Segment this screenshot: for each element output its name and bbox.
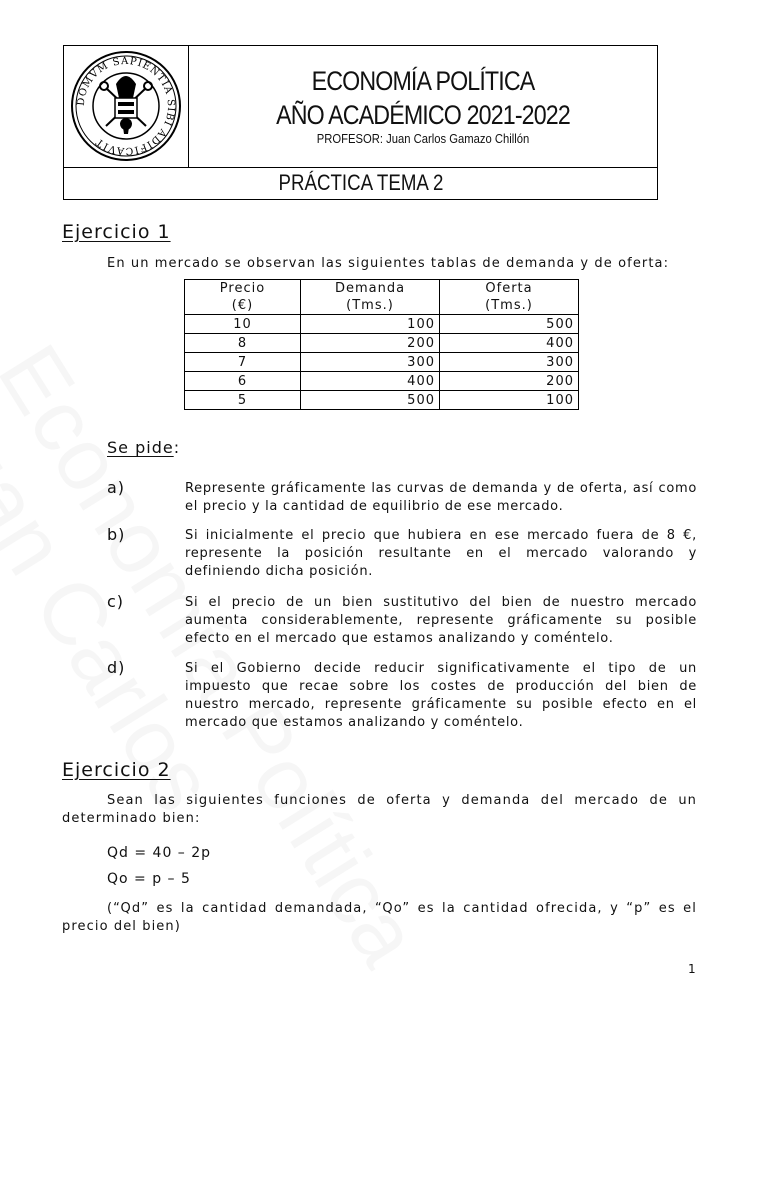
demand-cell: 500 — [301, 391, 440, 410]
supply-cell: 500 — [440, 315, 579, 334]
price-cell: 10 — [185, 315, 301, 334]
table-row — [185, 372, 579, 391]
price-cell: 8 — [185, 334, 301, 353]
table-row — [185, 334, 579, 353]
professor-name: PROFESOR: Juan Carlos Gamazo Chillón — [316, 132, 530, 146]
demand-equation: Qd = 40 – 2p — [107, 845, 212, 861]
university-seal-icon — [70, 50, 182, 162]
price-cell: 7 — [185, 353, 301, 372]
exercise-1-heading: Ejercicio 1 — [62, 221, 171, 243]
item-letter-b: b) — [107, 525, 126, 544]
header-box — [63, 45, 658, 200]
table-header-cell: Demanda (Tms.) — [301, 280, 440, 315]
seal-cell — [64, 46, 189, 167]
supply-cell: 400 — [440, 334, 579, 353]
academic-year: AÑO ACADÉMICO 2021-2022 — [276, 100, 570, 130]
exercise-2-heading: Ejercicio 2 — [62, 759, 171, 781]
practice-title — [64, 167, 657, 199]
demand-cell: 400 — [301, 372, 440, 391]
se-pide-label: Se pide: — [107, 438, 181, 457]
item-text-a: Represente gráficamente las curvas de demanda y de oferta, así como el precio y la cantidad de equilibrio de ese mercado. — [185, 481, 697, 514]
demand-cell: 300 — [301, 353, 440, 372]
table-header-row — [185, 280, 579, 315]
practice-label: PRÁCTICA TEMA 2 — [278, 170, 443, 195]
supply-cell: 200 — [440, 372, 579, 391]
supply-demand-table — [184, 279, 579, 410]
table-row — [185, 353, 579, 372]
table-header-cell: Precio (€) — [185, 280, 301, 315]
item-letter-c: c) — [107, 592, 125, 611]
item-text-c: Si el precio de un bien sustitutivo del bien de nuestro mercado aumenta considerablemente, represente gráficamente su posible efecto en el mercado que estamos analizando y coméntelo. — [185, 595, 697, 646]
supply-cell: 300 — [440, 353, 579, 372]
exercise-2-note: (“Qd” es la cantidad demandada, “Qo” es la cantidad ofrecida, y “p” es el precio del bien) — [62, 901, 697, 934]
exercise-1-intro: En un mercado se observan las siguientes tablas de demanda y de oferta: — [107, 256, 670, 271]
supply-cell: 100 — [440, 391, 579, 410]
item-letter-a: a) — [107, 478, 126, 497]
page-number: 1 — [688, 962, 696, 976]
table-row — [185, 315, 579, 334]
seal-text: DOMVM SAPIENTIA SIBI ADIFICAVIT — [75, 55, 177, 157]
demand-cell: 100 — [301, 315, 440, 334]
item-text-b: Si inicialmente el precio que hubiera en ese mercado fuera de 8 €, represente la posición resultante en el mercado valorando y definiendo dicha posición. — [185, 528, 697, 579]
exercise-2-intro: Sean las siguientes funciones de oferta y demanda del mercado de un determinado bien: — [62, 793, 697, 826]
table-row — [185, 391, 579, 410]
item-letter-d: d) — [107, 658, 126, 677]
price-cell: 6 — [185, 372, 301, 391]
price-cell: 5 — [185, 391, 301, 410]
demand-cell: 200 — [301, 334, 440, 353]
supply-equation: Qo = p – 5 — [107, 871, 191, 887]
course-title: ECONOMÍA POLÍTICA — [311, 66, 535, 96]
item-text-d: Si el Gobierno decide reducir significativamente el tipo de un impuesto que recae sobre los costes de producción del bien de nuestro mercado, represente gráficamente su posible efecto en el mercado que estamos analizando y coméntelo. — [185, 661, 697, 730]
title-cell — [189, 46, 657, 167]
table-header-cell: Oferta (Tms.) — [440, 280, 579, 315]
